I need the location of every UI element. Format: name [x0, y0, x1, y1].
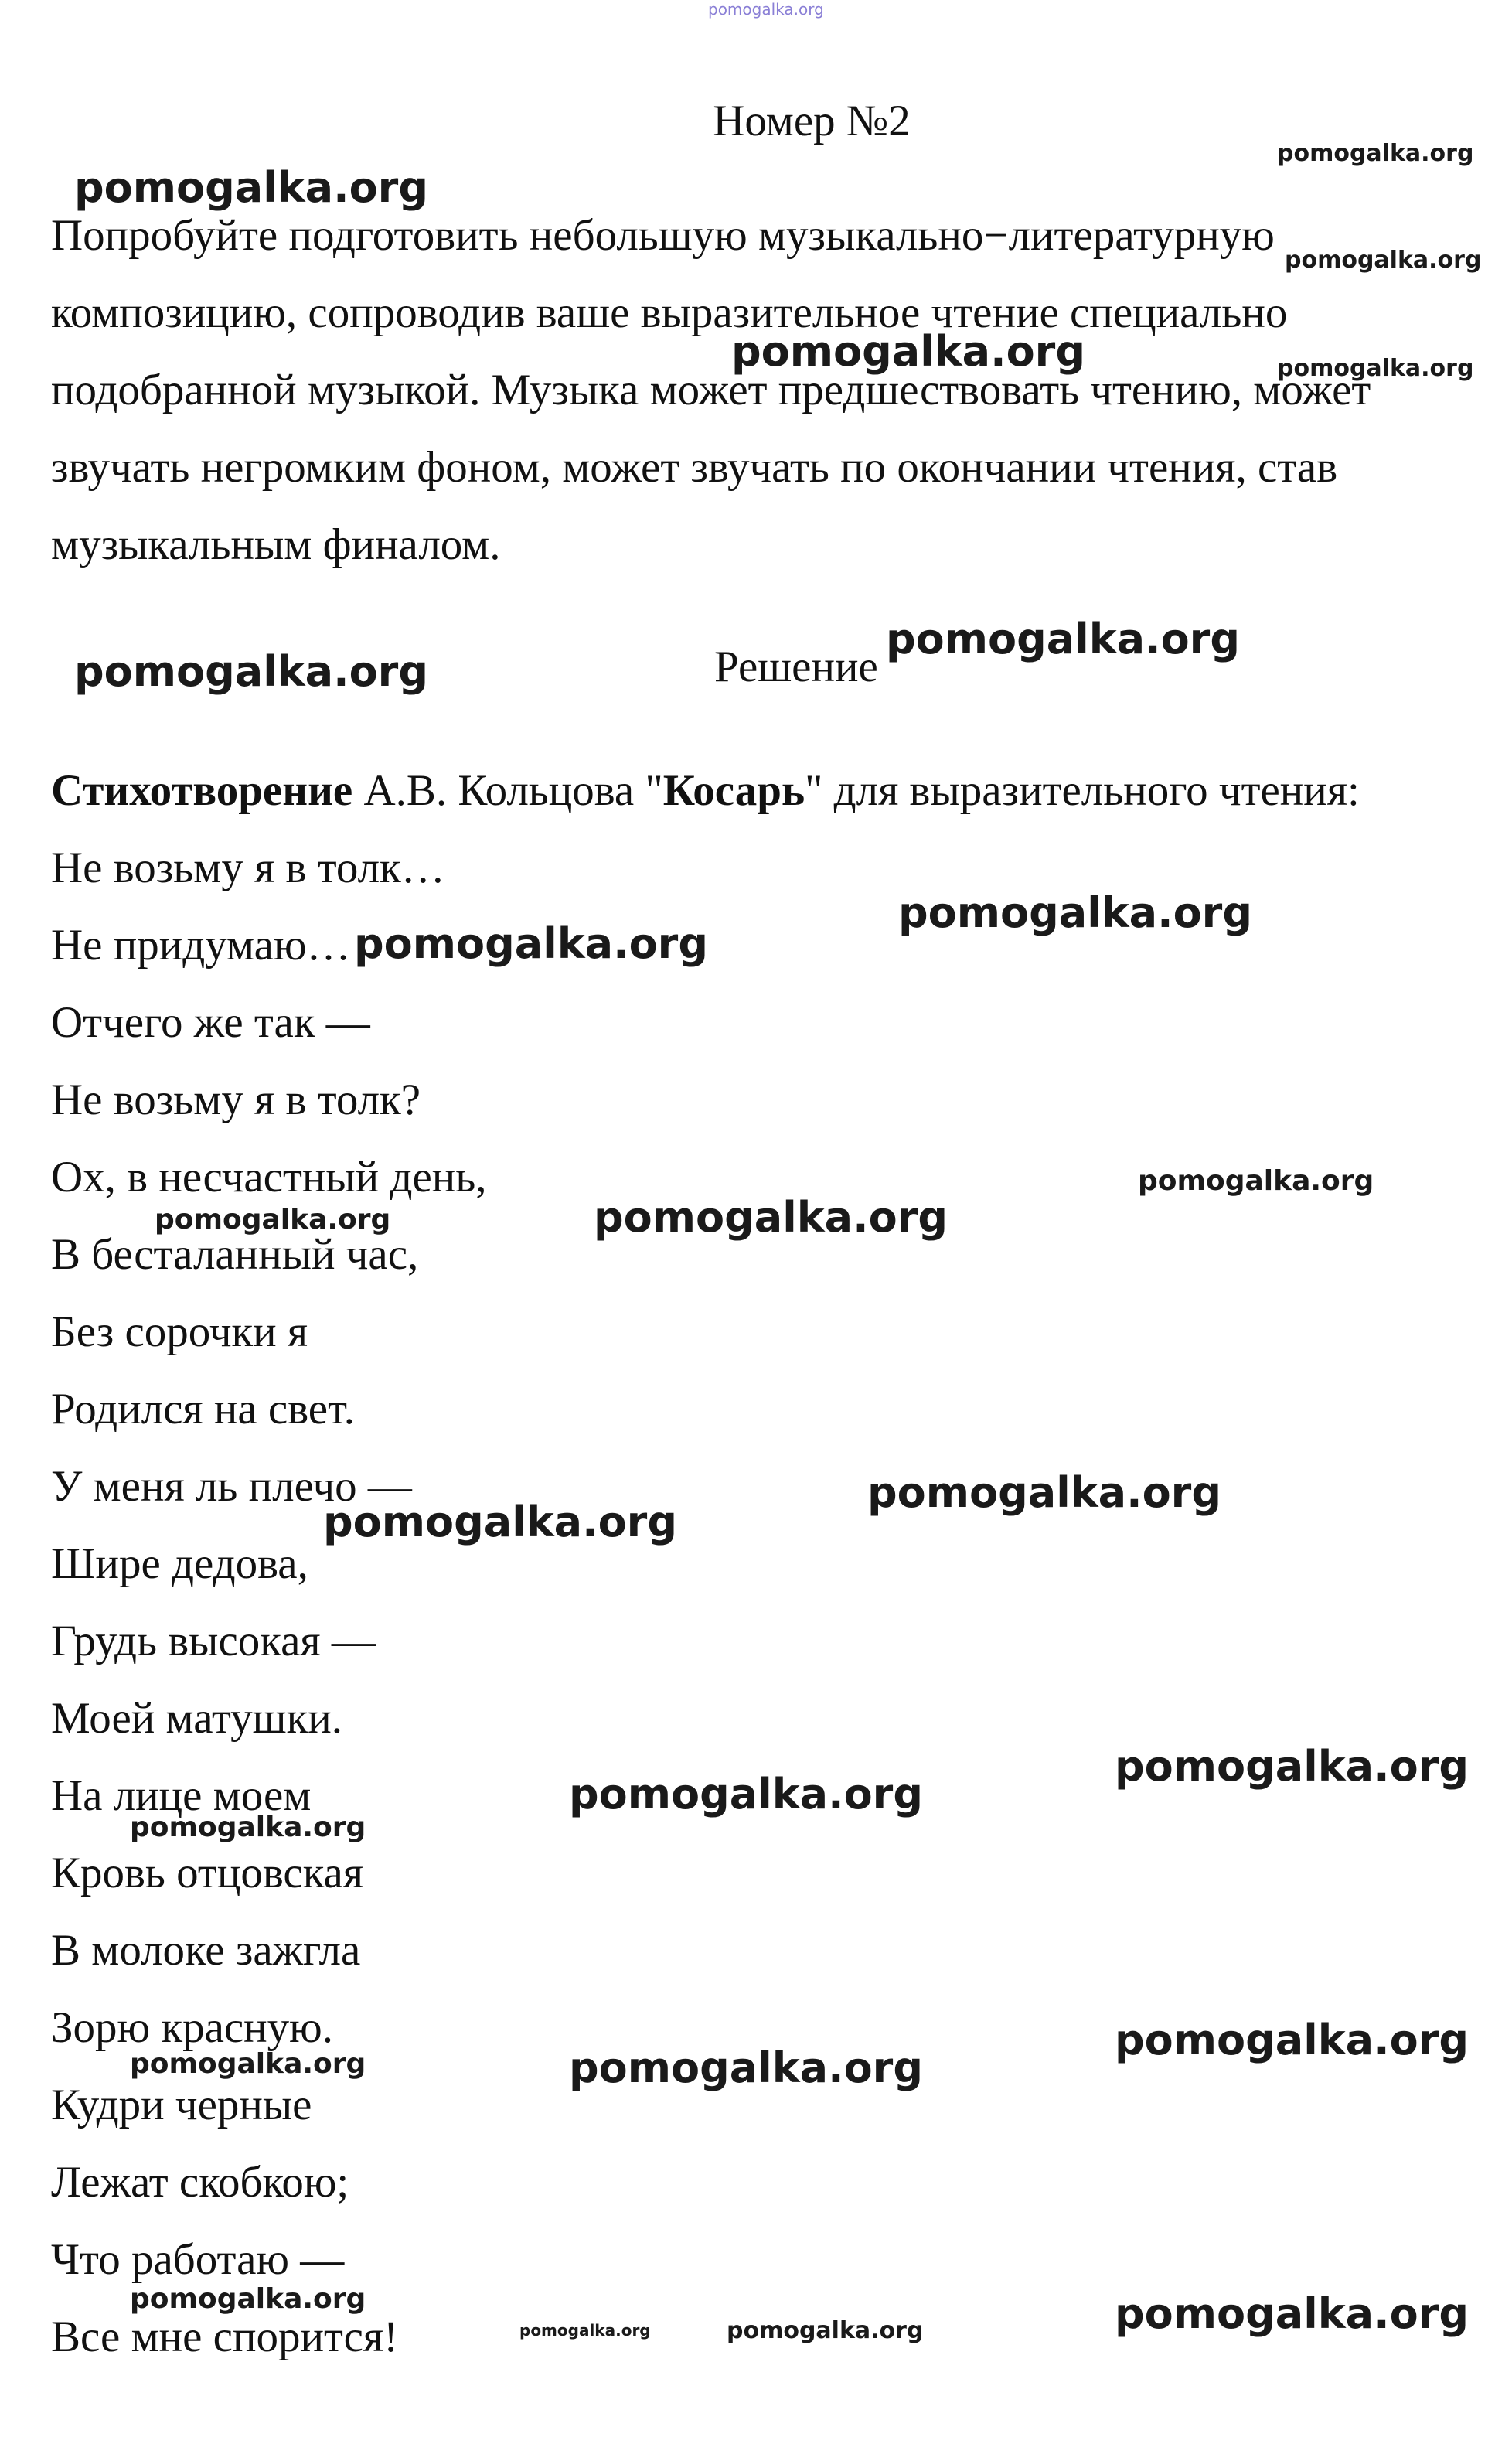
poem-line: Кровь отцовская — [51, 1849, 364, 1897]
intro-tail: " для выразительного чтения: — [805, 766, 1360, 815]
poem-line: Грудь высокая — — [51, 1617, 376, 1665]
page-title: Номер №2 — [713, 97, 911, 145]
task-line: подобранной музыкой. Музыка может предшествовать чтению, может — [51, 366, 1371, 414]
poem-line: У меня ль плечо — — [51, 1462, 412, 1511]
poem-line: Отчего же так — — [51, 998, 370, 1047]
poem-line: Ох, в несчастный день, — [51, 1153, 487, 1201]
watermark-text: pomogalka.org — [1115, 2289, 1469, 2338]
poem-line: Зорю красную. — [51, 2003, 334, 2052]
poem-line: Без сорочки я — [51, 1307, 308, 1356]
watermark-text: pomogalka.org — [519, 2321, 651, 2340]
watermark-text: pomogalka.org — [594, 1193, 948, 1242]
poem-line: Кудри черные — [51, 2081, 312, 2129]
poem-line: Не возьму я в толк… — [51, 844, 445, 892]
watermark-text: pomogalka.org — [1277, 140, 1474, 167]
intro-bold-word: Стихотворение — [51, 766, 353, 815]
intro-author: А.В. Кольцова " — [352, 766, 663, 815]
watermark-text: pomogalka.org — [898, 888, 1252, 937]
watermark-text: pomogalka.org — [323, 1498, 677, 1546]
poem-line: Родился на свет. — [51, 1385, 355, 1433]
watermark-text: pomogalka.org — [867, 1468, 1221, 1517]
watermark-text: pomogalka.org — [130, 1812, 366, 1843]
watermark-text: pomogalka.org — [1277, 355, 1474, 382]
watermark-text: pomogalka.org — [708, 0, 824, 19]
poem-intro — [51, 766, 1360, 815]
poem-line: Все мне спорится! — [51, 2313, 399, 2361]
watermark-text: pomogalka.org — [130, 2283, 366, 2315]
watermark-text: pomogalka.org — [1138, 1165, 1374, 1197]
poem-line: Не возьму я в толк? — [51, 1075, 421, 1124]
watermark-text: pomogalka.org — [1115, 1742, 1469, 1791]
watermark-text: pomogalka.org — [1115, 2016, 1469, 2064]
task-line: звучать негромким фоном, может звучать по окончании чтения, став — [51, 443, 1338, 492]
poem-line: Лежат скобкою; — [51, 2158, 349, 2207]
poem-line: В бесталанный час, — [51, 1230, 419, 1279]
poem-line: Не придумаю… — [51, 921, 351, 970]
watermark-text: pomogalka.org — [727, 2317, 924, 2344]
poem-line: Что работаю — — [51, 2235, 345, 2284]
task-line: музыкальным финалом. — [51, 520, 501, 569]
poem-line: Моей матушки. — [51, 1694, 343, 1743]
poem-line: На лице моем — [51, 1771, 312, 1820]
solution-label: Решение — [714, 642, 878, 691]
watermark-text: pomogalka.org — [1285, 247, 1482, 274]
watermark-text: pomogalka.org — [886, 615, 1240, 663]
task-line: Попробуйте подготовить небольшую музыкально−литературную — [51, 211, 1275, 260]
poem-title: Косарь — [662, 766, 805, 815]
poem-line: Шире дедова, — [51, 1539, 308, 1588]
watermark-text: pomogalka.org — [731, 327, 1085, 376]
watermark-text: pomogalka.org — [354, 919, 708, 968]
poem-line: В молоке зажгла — [51, 1926, 361, 1975]
watermark-text: pomogalka.org — [569, 2043, 923, 2092]
watermark-text: pomogalka.org — [130, 2048, 366, 2080]
task-line: композицию, сопроводив ваше выразительное чтение специально — [51, 288, 1288, 337]
watermark-text: pomogalka.org — [155, 1204, 391, 1236]
watermark-text: pomogalka.org — [569, 1770, 923, 1818]
watermark-text: pomogalka.org — [74, 163, 428, 212]
watermark-text: pomogalka.org — [74, 647, 428, 696]
